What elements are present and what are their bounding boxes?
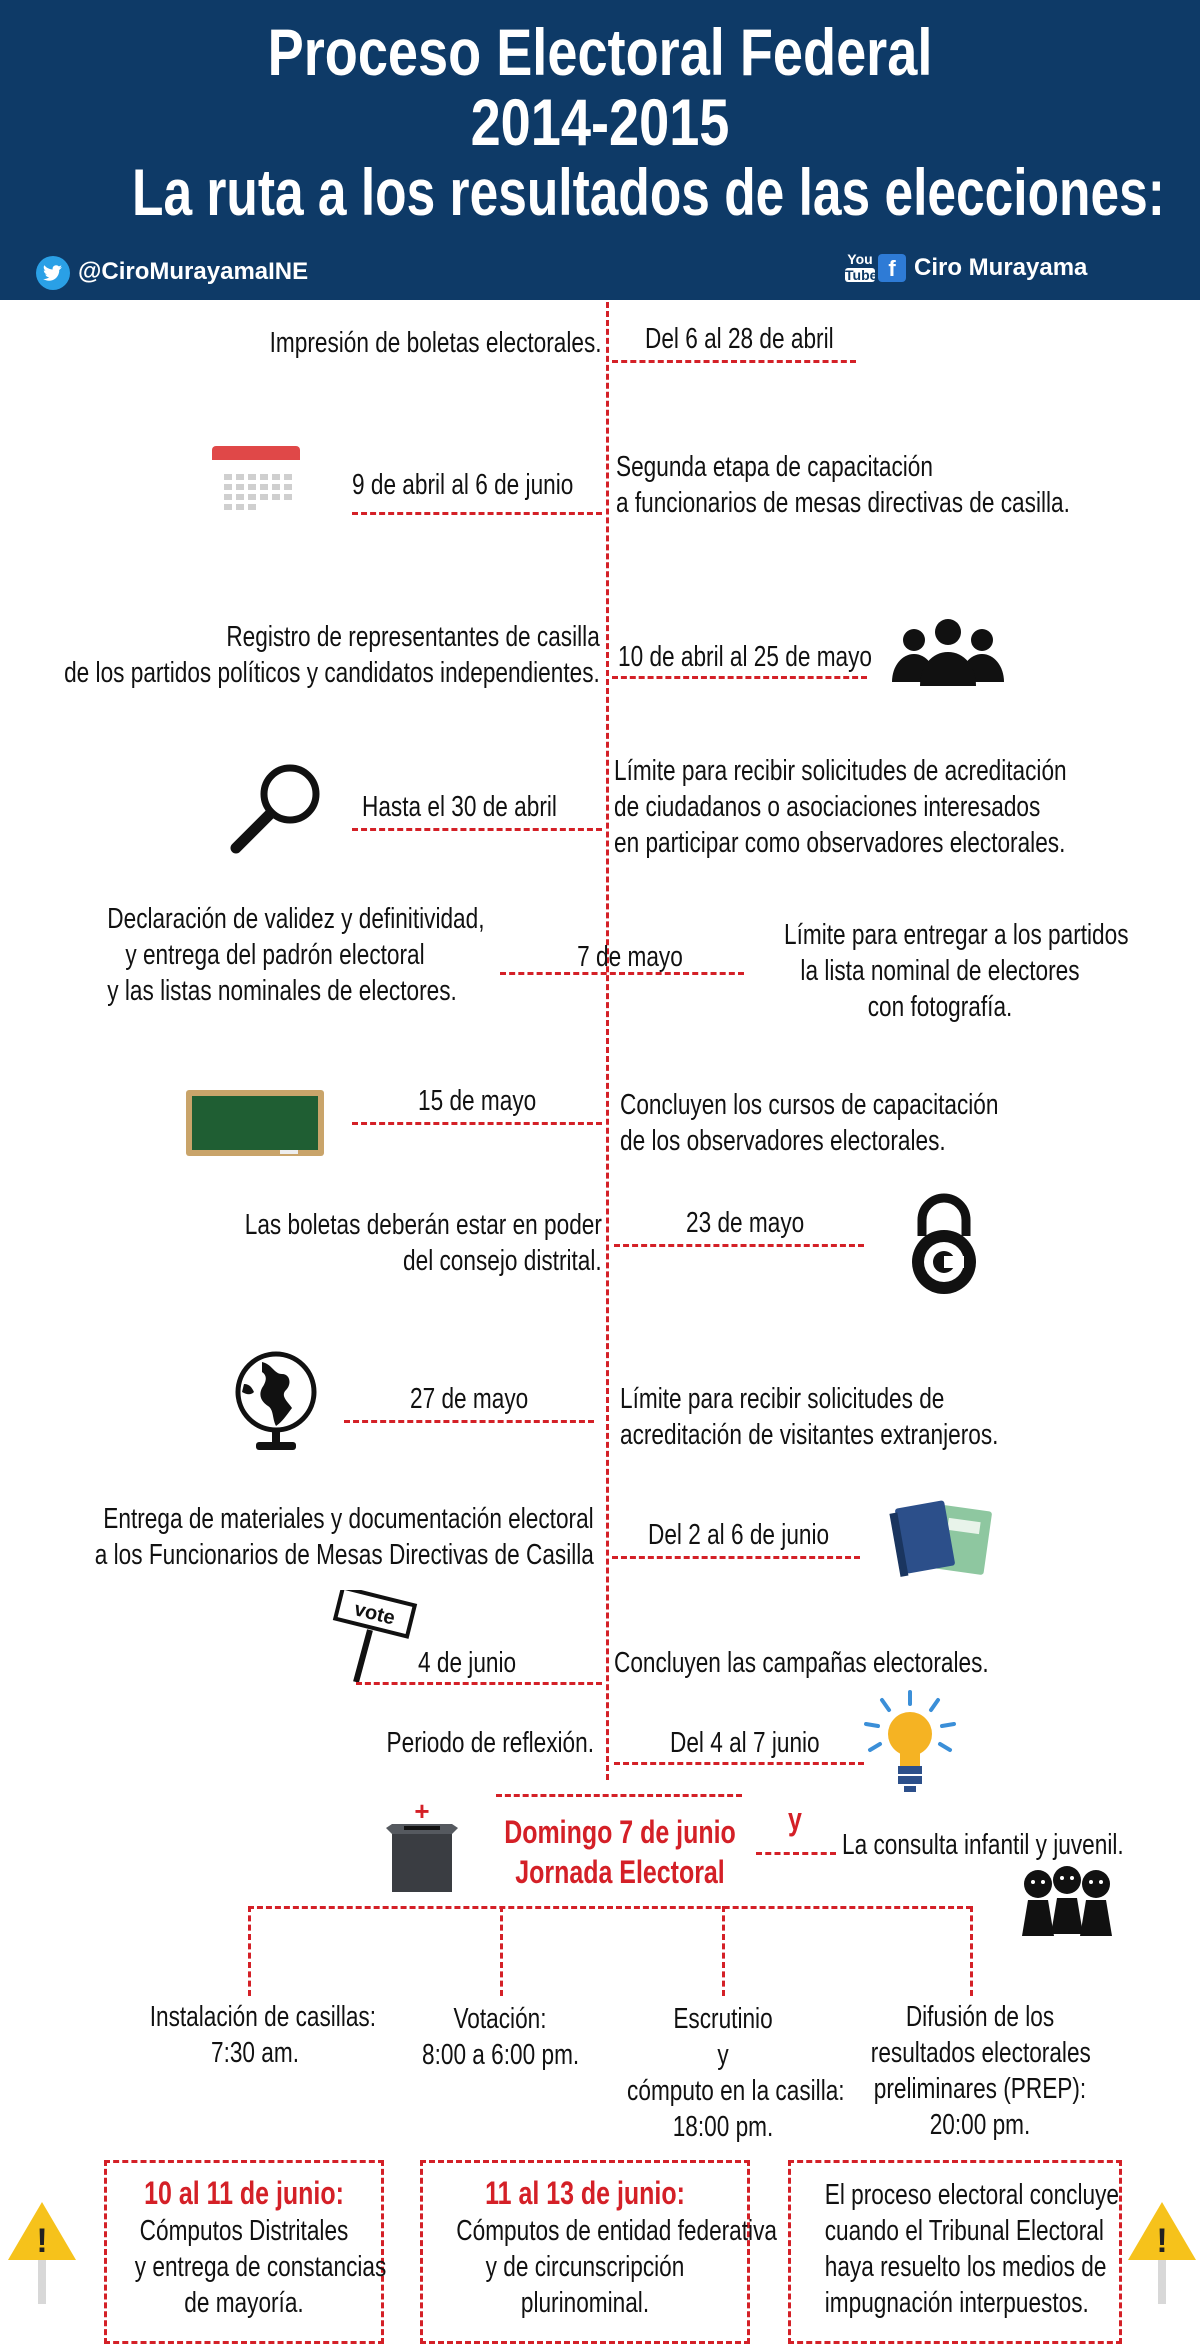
warning-sign-left-mark: ! xyxy=(36,2222,48,2260)
youtube-label-bottom: Tube xyxy=(845,267,878,283)
event-6-connector xyxy=(352,1122,602,1125)
event-7-connector xyxy=(614,1244,864,1247)
magnifier-icon xyxy=(228,760,326,856)
title-line-1: Proceso Electoral Federal xyxy=(267,15,933,89)
results-box-2-line-2: y de circunscripción xyxy=(485,2251,685,2283)
event-8-date: 27 de mayo xyxy=(410,1383,529,1415)
branch-4-line-4: 20:00 pm. xyxy=(929,2109,1031,2141)
event-3-connector xyxy=(612,676,867,679)
branch-4-line-3: preliminares (PREP): xyxy=(873,2073,1087,2105)
warning-sign-left-icon xyxy=(6,2198,78,2306)
consulta-label: La consulta infantil y juvenil. xyxy=(842,1829,1124,1861)
event-7-date: 23 de mayo xyxy=(686,1207,805,1239)
event-9-label-line-1: Entrega de materiales y documentación electoral xyxy=(103,1503,594,1535)
branch-line-4 xyxy=(970,1906,973,1996)
election-day-title: Jornada Electoral xyxy=(515,1854,725,1890)
event-1-label: Impresión de boletas electorales. xyxy=(270,327,602,359)
event-8-label-line-1: Límite para recibir solicitudes de xyxy=(620,1383,945,1415)
event-4-connector xyxy=(352,828,602,831)
event-2-label-line-2: a funcionarios de mesas directivas de casilla. xyxy=(616,487,1070,519)
event-2-connector xyxy=(352,512,602,515)
youtube-icon[interactable] xyxy=(845,251,878,283)
branch-3-line-4: 18:00 pm. xyxy=(672,2111,774,2143)
branch-3-line-2: y xyxy=(717,2039,729,2071)
event-5-right-line-3: con fotografía. xyxy=(867,991,1013,1023)
election-day-date: Domingo 7 de junio xyxy=(504,1814,736,1850)
results-box-3-line-2: cuando el Tribunal Electoral xyxy=(824,2215,1104,2247)
event-11-label: Periodo de reflexión. xyxy=(386,1727,594,1759)
vote-sign-icon xyxy=(330,1590,420,1686)
timeline-axis xyxy=(606,302,609,1780)
event-4-date: Hasta el 30 de abril xyxy=(362,791,557,823)
title-line-2: 2014-2015 xyxy=(470,85,730,159)
twitter-icon[interactable] xyxy=(36,256,70,290)
facebook-icon[interactable]: f xyxy=(878,254,906,282)
branch-2-line-2: 8:00 a 6:00 pm. xyxy=(422,2039,580,2071)
branch-3-line-1: Escrutinio xyxy=(673,2003,773,2035)
event-3-label-line-2: de los partidos políticos y candidatos independientes. xyxy=(64,657,600,689)
event-5-right-line-1: Límite para entregar a los partidos xyxy=(784,919,1129,951)
event-7-label-line-1: Las boletas deberán estar en poder xyxy=(244,1209,602,1241)
event-6-label-line-1: Concluyen los cursos de capacitación xyxy=(620,1089,999,1121)
results-box-2-title: 11 al 13 de junio: xyxy=(485,2175,685,2211)
event-10-label: Concluyen las campañas electorales. xyxy=(614,1647,989,1679)
event-10-date: 4 de junio xyxy=(418,1647,517,1679)
event-9-connector xyxy=(612,1556,860,1559)
event-8-connector xyxy=(344,1420,594,1423)
event-4-label-line-3: en participar como observadores electorales. xyxy=(614,827,1066,859)
event-5-left-line-2: y entrega del padrón electoral xyxy=(125,939,425,971)
results-box-2-line-1: Cómputos de entidad federativa xyxy=(456,2215,777,2247)
youtube-label-top: You xyxy=(847,251,873,267)
event-4-label-line-2: de ciudadanos o asociaciones interesados xyxy=(614,791,1041,823)
author-name: Ciro Murayama xyxy=(914,254,1088,281)
chalkboard-icon xyxy=(184,1088,326,1160)
results-box-3-line-3: haya resuelto los medios de xyxy=(824,2251,1107,2283)
branch-2-line-1: Votación: xyxy=(453,2003,547,2035)
event-6-date: 15 de mayo xyxy=(418,1085,537,1117)
results-box-3-line-1: El proceso electoral concluye xyxy=(824,2179,1119,2211)
event-9-label-line-2: a los Funcionarios de Mesas Directivas de Casilla xyxy=(94,1539,594,1571)
event-5-right-line-2: la lista nominal de electores xyxy=(800,955,1080,987)
branch-horizontal xyxy=(248,1906,972,1909)
globe-icon xyxy=(232,1350,320,1454)
people-group-icon xyxy=(886,616,1010,688)
header-banner xyxy=(0,0,1200,300)
event-2-date: 9 de abril al 6 de junio xyxy=(352,469,574,501)
calendar-icon xyxy=(210,444,302,520)
branch-4-line-1: Difusión de los xyxy=(905,2001,1055,2033)
event-9-date: Del 2 al 6 de junio xyxy=(648,1519,830,1551)
event-11-connector xyxy=(614,1762,864,1765)
election-day-top-connector xyxy=(496,1794,742,1797)
election-day-connector-y: y xyxy=(788,1801,802,1837)
event-5-left-line-3: y las listas nominales de electores. xyxy=(107,975,457,1007)
consulta-connector xyxy=(756,1852,836,1855)
padlock-icon xyxy=(904,1190,984,1298)
warning-sign-right-icon xyxy=(1126,2198,1198,2306)
event-5-date: 7 de mayo xyxy=(577,941,683,973)
twitter-handle[interactable]: @CiroMurayamaINE xyxy=(78,258,309,285)
results-box-3-line-4: impugnación interpuestos. xyxy=(824,2287,1089,2319)
event-8-label-line-2: acreditación de visitantes extranjeros. xyxy=(620,1419,999,1451)
results-box-1-line-2: y entrega de constancias xyxy=(134,2251,387,2283)
event-10-connector xyxy=(356,1682,602,1685)
branch-3-line-3: cómputo en la casilla: xyxy=(627,2075,845,2107)
branch-line-2 xyxy=(500,1906,503,1996)
event-3-date: 10 de abril al 25 de mayo xyxy=(618,641,873,673)
ballot-plus-symbol: + xyxy=(414,1800,430,1826)
branch-line-1 xyxy=(248,1906,251,1996)
lightbulb-icon xyxy=(862,1690,958,1794)
title-line-3: La ruta a los resultados de las elecciones: xyxy=(132,155,1165,229)
branch-4-line-2: resultados electorales xyxy=(870,2037,1091,2069)
warning-sign-right-mark: ! xyxy=(1156,2222,1168,2260)
ballot-box-icon xyxy=(382,1800,460,1896)
vote-sign-text: vote xyxy=(351,1598,398,1630)
event-6-label-line-2: de los observadores electorales. xyxy=(620,1125,946,1157)
event-4-label-line-1: Límite para recibir solicitudes de acreditación xyxy=(614,755,1067,787)
event-5-left-line-1: Declaración de validez y definitividad, xyxy=(107,903,485,935)
results-box-1-line-3: de mayoría. xyxy=(184,2287,304,2319)
event-1-date: Del 6 al 28 de abril xyxy=(645,323,834,355)
event-3-label-line-1: Registro de representantes de casilla xyxy=(226,621,600,653)
results-box-2-line-3: plurinominal. xyxy=(520,2287,650,2319)
event-2-label-line-1: Segunda etapa de capacitación xyxy=(616,451,933,483)
branch-line-3 xyxy=(722,1906,725,1996)
results-box-1-title: 10 al 11 de junio: xyxy=(144,2175,344,2211)
event-7-label-line-2: del consejo distrital. xyxy=(403,1245,602,1277)
event-11-date: Del 4 al 7 junio xyxy=(670,1727,820,1759)
event-1-connector xyxy=(612,360,856,363)
children-group-icon xyxy=(1018,1866,1116,1940)
books-icon xyxy=(886,1498,1004,1578)
branch-1-line-1: Instalación de casillas: xyxy=(149,2001,377,2033)
branch-1-line-2: 7:30 am. xyxy=(210,2037,300,2069)
results-box-1-line-1: Cómputos Distritales xyxy=(139,2215,349,2247)
